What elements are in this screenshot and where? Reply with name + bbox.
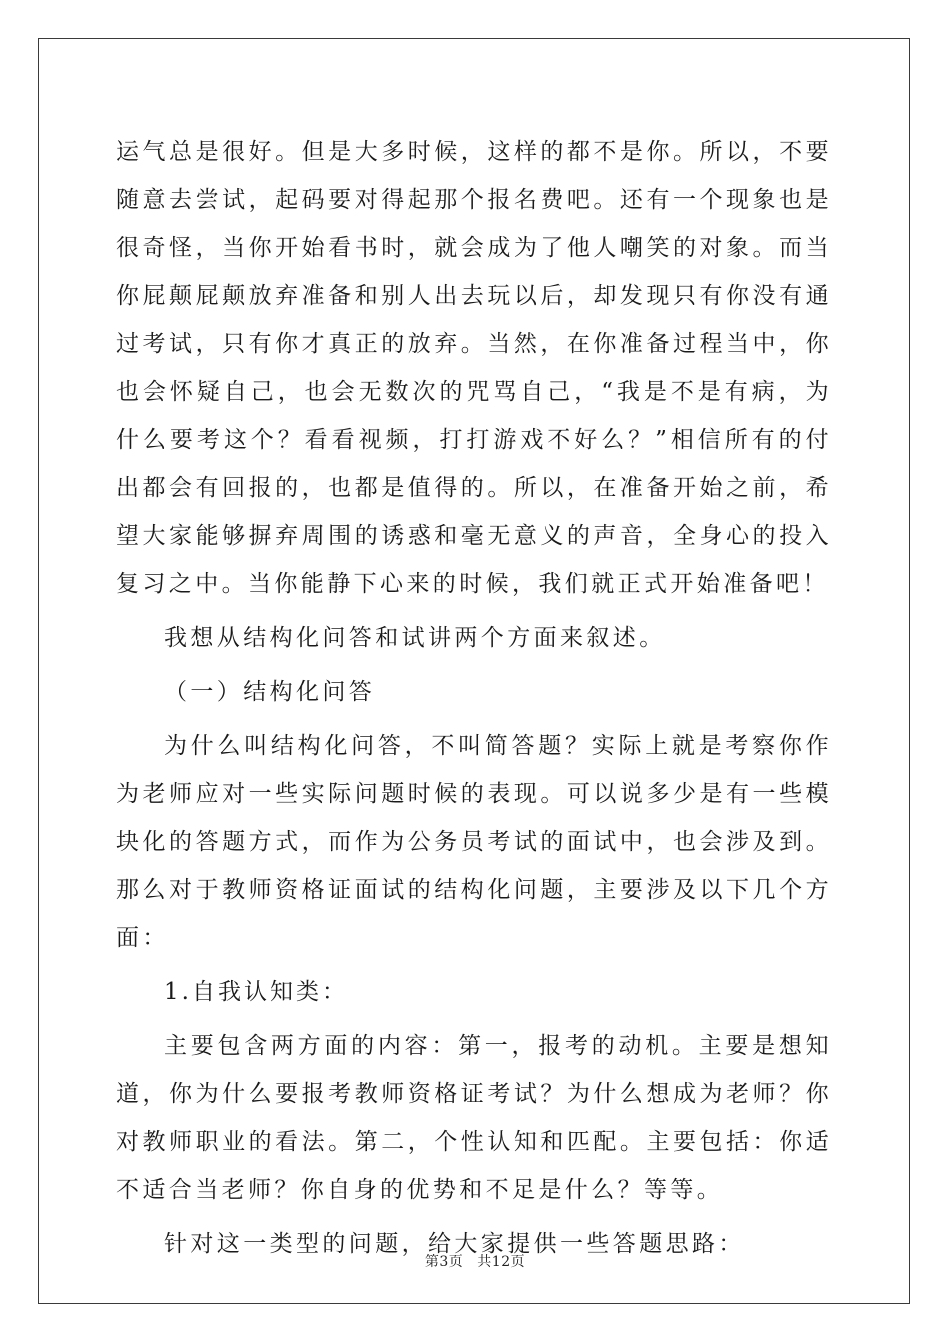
page-footer	[0, 1251, 950, 1271]
paragraph-structured-qa: 为什么叫结构化问答，不叫简答题？实际上就是考察你作为老师应对一些实际问题时候的表现。可以说多少是有一些模块化的答题方式，而作为公务员考试的面试中，也会涉及到。那么对于教师资格证面试的结构化问题，主要涉及以下几个方面：	[116, 733, 832, 951]
page-total: 共12页	[477, 1254, 526, 1270]
section-heading: （一）结构化问答	[164, 679, 376, 705]
paragraph-answer-tips: 针对这一类型的问题，给大家提供一些答题思路：	[164, 1231, 745, 1257]
subsection-heading: 1.自我认知类：	[164, 979, 348, 1005]
page-number: 第3页	[424, 1254, 464, 1270]
paragraph-self-awareness: 主要包含两方面的内容：第一，报考的动机。主要是想知道，你为什么要报考教师资格证考试？为什么想成为老师？你对教师职业的看法。第二，个性认知和匹配。主要包括：你适不适合当老师？你自身的优势和不足是什么？等等。	[116, 1033, 832, 1203]
paragraph-continued: 运气总是很好。但是大多时候，这样的都不是你。所以，不要随意去尝试，起码要对得起那个报名费吧。还有一个现象也是很奇怪，当你开始看书时，就会成为了他人嘲笑的对象。而当你屁颠屁颠放弃准备和别人出去玩以后，却发现只有你没有通过考试，只有你才真正的放弃。当然，在你准备过程当中，你也会怀疑自己，也会无数次的咒骂自己，“我是不是有病，为什么要考这个？看看视频，打打游戏不好么？”相信所有的付出都会有回报的，也都是值得的。所以，在准备开始之前，希望大家能够摒弃周围的诱惑和毫无意义的声音，全身心的投入复习之中。当你能静下心来的时候，我们就正式开始准备吧！	[116, 139, 832, 597]
document-body	[116, 128, 832, 1268]
paragraph-intro: 我想从结构化问答和试讲两个方面来叙述。	[164, 625, 666, 651]
